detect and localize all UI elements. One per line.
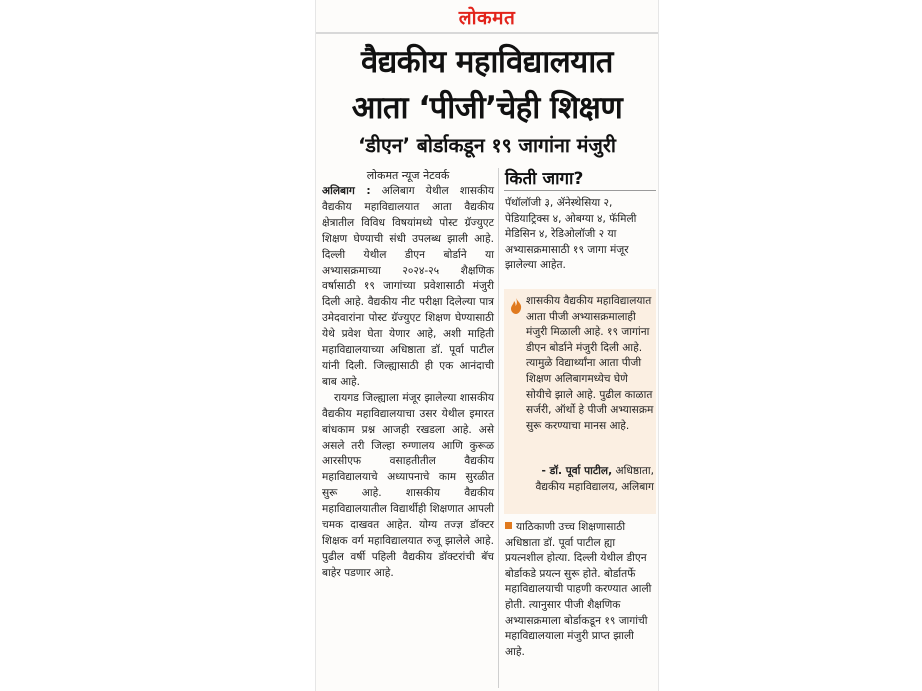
article-body bbox=[322, 184, 494, 582]
sidebar-title: किती जागा? bbox=[505, 169, 584, 189]
bottom-note-text: याठिकाणी उच्च शिक्षणासाठी अधिष्ठाता डॉ. पूर्वा पाटील ह्या प्रयत्नशील होत्या. दिल्ली येथील डीएन बोर्डाकडे प्रयत्न सुरू होते. बोर्डातर्फे महाविद्यालयाची पाहणी करण्यात आली होती. त्यानुसार पीजी शैक्षणिक अभ्यासक्रमाला बोर्डाकडून १९ जागांची महाविद्यालयाला मंजुरी प्राप्त झाली आहे. bbox=[505, 521, 652, 658]
quote-author-name: - डॉ. पूर्वा पाटील, bbox=[541, 465, 613, 477]
quote-author bbox=[518, 464, 654, 495]
article-paragraph-1 bbox=[322, 184, 494, 391]
quote-text: शासकीय वैद्यकीय महाविद्यालयात आता पीजी अभ्यासक्रमालाही मंजुरी मिळाली आहे. १९ जागांना डीएन बोर्डाने मंजुरी दिली आहे. त्यामुळे विद्यार्थ्यांना आता पीजी शिक्षण अलिबागमध्येच घेणे सोयीचे झाले आहे. पुढील काळात सर्जरी, ऑर्थो हे पीजी अभ्यासक्रम सुरू करण्याचा मानस आहे. bbox=[526, 295, 654, 432]
bottom-note bbox=[505, 520, 655, 660]
article-paragraph-2: रायगड जिल्ह्याला मंजूर झालेल्या शासकीय वैद्यकीय महाविद्यालयाचा उसर येथील इमारत बांधकाम प्रश्न आजही रखडला आहे. असे असले तरी जिल्हा रुग्णालय आणि कुरूळ आरसीएफ वसाहतीतील वैद्यकीय महाविद्यालयाचे अध्यापनाचे काम सुरळीत सुरू आहे. शासकीय वैद्यकीय महाविद्यालयातील विद्यार्थीही शिक्षणात आपली चमक दाखवत आहेत. योग्य तज्ज्ञ डॉक्टर शिक्षक वर्ग महाविद्यालयात रुजू झालेले आहे. पुढील वर्षी पहिली वैद्यकीय डॉक्टरांची बॅच बाहेर पडणार आहे. bbox=[322, 391, 494, 579]
article-paragraph-1-text: अलिबाग येथील शासकीय वैद्यकीय महाविद्यालयात आता वैद्यकीय क्षेत्रातील विविध विषयांमध्ये पोस्ट ग्रॅज्युएट शिक्षण घेण्याची संधी उपलब्ध झाली आहे. दिल्ली येथील डीएन बोर्डाने या अभ्यासक्रमाच्या २०२४-२५ शैक्षणिक वर्षासाठी १९ जागांच्या प्रवेशासाठी मंजुरी दिली आहे. वैद्यकीय नीट परीक्षा दिलेल्या पात्र उमेदवारांना पोस्ट ग्रॅज्युएट शिक्षण घेण्यासाठी येथे प्रवेश घेता येणार आहे, अशी माहिती महाविद्यालयाच्या अधिष्ठाता डॉ. पूर्वा पाटील यांनी दिली. जिल्ह्यासाठी ही एक आनंदाची बाब आहे. bbox=[322, 185, 494, 388]
quote-box bbox=[504, 289, 656, 514]
flame-icon bbox=[509, 297, 523, 315]
sidebar-text: पॅथॉलॉजी ३, ॲनेस्थेसिया २, पेडियाट्रिक्स ४, ओबग्या ४, फॅमिली मेडिसिन ४, रेडिओलॉजी २ या अभ्यासक्रमासाठी १९ जागा मंजूर झालेल्या आहेत. bbox=[505, 197, 637, 272]
quote-author-role: अधिष्ठाता, वैद्यकीय महाविद्यालय, अलिबाग bbox=[535, 465, 654, 493]
headline-line-1: वैद्यकीय महाविद्यालयात bbox=[361, 44, 613, 80]
subheadline: ‘डीएन’ बोर्डाकडून १९ जागांना मंजुरी bbox=[358, 134, 616, 157]
column-divider bbox=[498, 168, 499, 688]
square-bullet-icon bbox=[505, 522, 512, 529]
dateline: अलिबाग : bbox=[322, 185, 371, 197]
masthead-divider bbox=[316, 32, 658, 34]
byline: लोकमत न्यूज नेटवर्क bbox=[366, 169, 450, 182]
sidebar-title-rule bbox=[504, 190, 656, 191]
newspaper-masthead-logo: लोकमत bbox=[458, 7, 516, 29]
headline-line-2: आता ‘पीजी’चेही शिक्षण bbox=[351, 90, 623, 126]
newspaper-clipping bbox=[316, 0, 658, 691]
